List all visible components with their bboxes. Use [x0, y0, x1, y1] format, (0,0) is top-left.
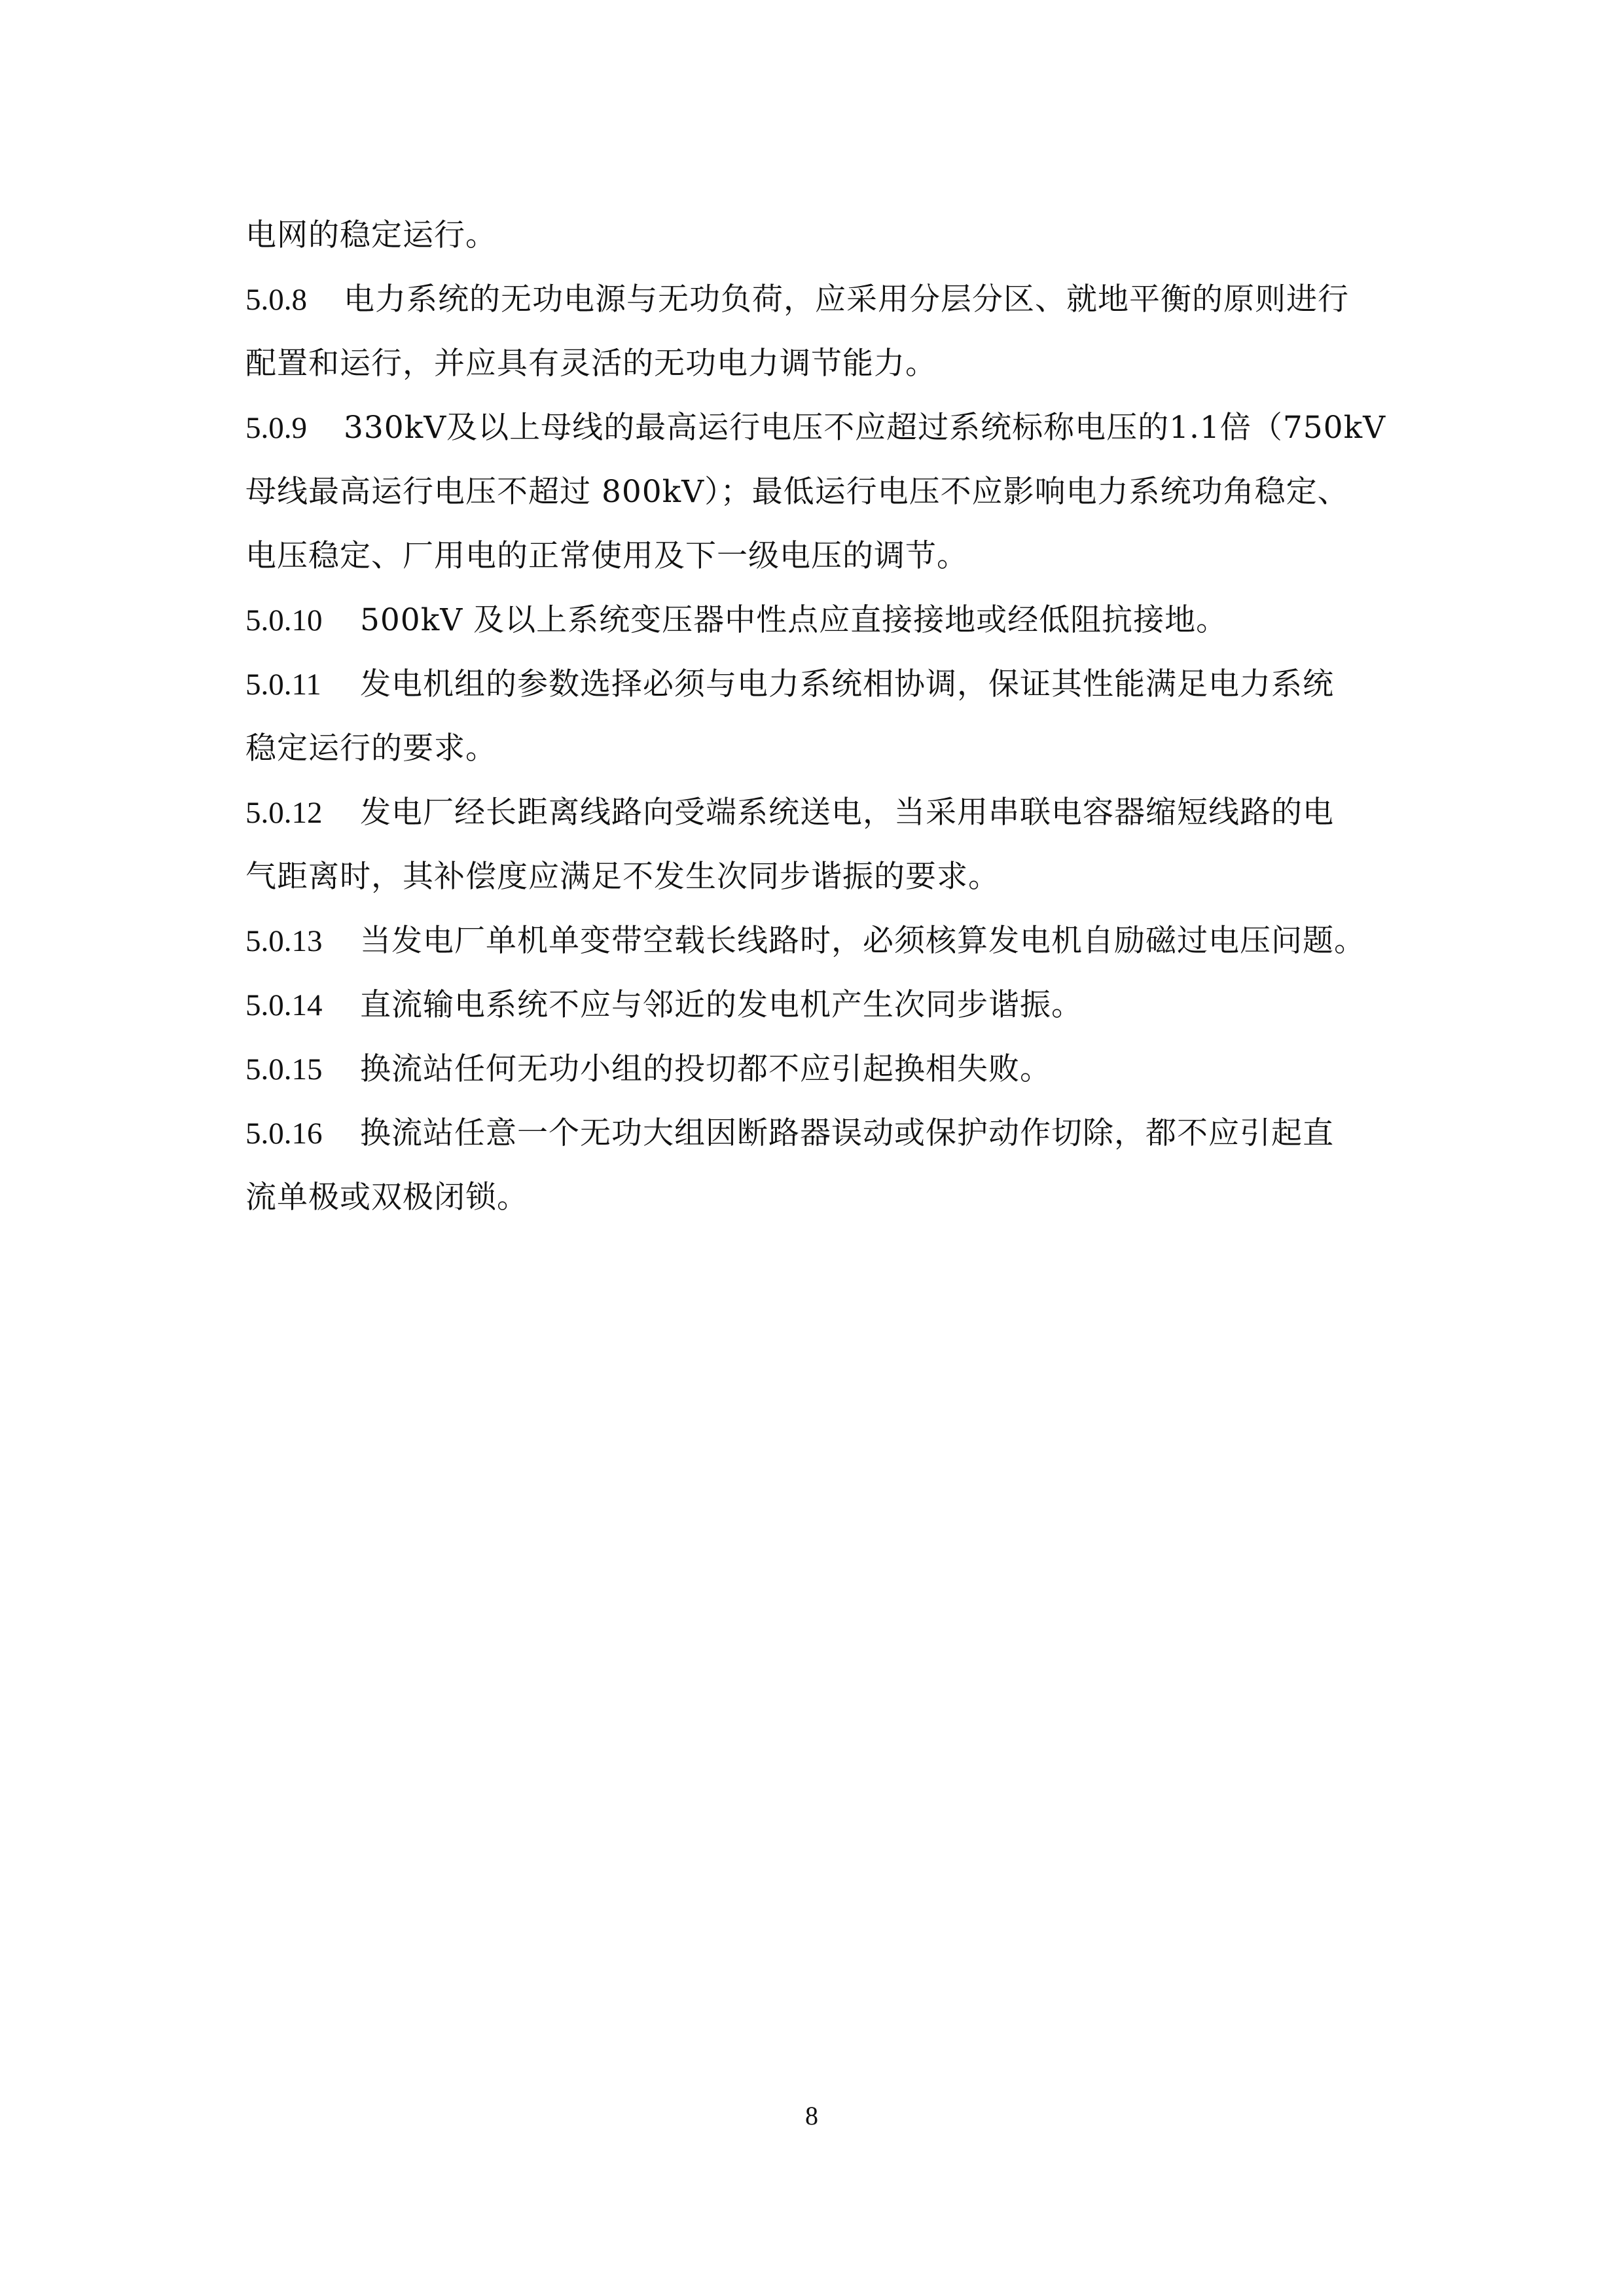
line-text: 配置和运行，并应具有灵活的无功电力调节能力。: [245, 346, 937, 382]
line-text: 电压稳定、厂用电的正常使用及下一级电压的调节。: [245, 538, 968, 574]
line-text: 当发电厂单机单变带空载长线路时，必须核算发电机自励磁过电压问题。: [360, 923, 1365, 959]
line-text: 电力系统的无功电源与无功负荷，应采用分层分区、就地平衡的原则进行: [344, 281, 1349, 317]
text-line: [245, 473, 1349, 512]
line-text: 稳定运行的要求。: [245, 730, 497, 766]
clause-number: 5.0.15: [245, 1052, 323, 1086]
line-text: 换流站任何无功小组的投切都不应引起换相失败。: [360, 1051, 1051, 1087]
line-text: 500kV 及以上系统变压器中性点应直接接地或经低阻抗接地。: [360, 602, 1228, 638]
clause-5-0-14: [245, 986, 1083, 1025]
text-line: [245, 1178, 528, 1217]
line-text: 换流站任意一个无功大组因断路器误动或保护动作切除，都不应引起直: [360, 1115, 1334, 1151]
text-line: [245, 537, 968, 576]
line-text: 电网的稳定运行。: [245, 217, 497, 253]
line-text: 母线最高运行电压不超过 800kV）；最低运行电压不应影响电力系统功角稳定、: [245, 474, 1349, 510]
page-number: 8: [805, 2101, 818, 2130]
clause-number: 5.0.14: [245, 988, 323, 1022]
clause-number: 5.0.8: [245, 283, 307, 317]
text-line: [245, 729, 497, 768]
line-text: 直流输电系统不应与邻近的发电机产生次同步谐振。: [360, 987, 1083, 1023]
clause-number: 5.0.10: [245, 603, 323, 637]
line-text: 发电厂经长距离线路向受端系统送电，当采用串联电容器缩短线路的电: [360, 795, 1334, 831]
clause-5-0-15: [245, 1050, 1051, 1089]
clause-number: 5.0.13: [245, 924, 323, 958]
text-line: [245, 857, 1000, 897]
line-text: 气距离时，其补偿度应满足不发生次同步谐振的要求。: [245, 859, 1000, 895]
clause-number: 5.0.12: [245, 796, 323, 830]
text-line: [245, 216, 497, 255]
clause-5-0-11: [245, 665, 1334, 704]
clause-number: 5.0.9: [245, 411, 307, 445]
clause-number: 5.0.16: [245, 1117, 323, 1151]
clause-5-0-10: [245, 601, 1227, 640]
clause-5-0-12: [245, 793, 1334, 833]
clause-5-0-9: [245, 408, 1386, 448]
clause-5-0-16: [245, 1114, 1334, 1153]
line-text: 流单极或双极闭锁。: [245, 1179, 528, 1215]
clause-number: 5.0.11: [245, 668, 321, 702]
clause-5-0-13: [245, 922, 1365, 961]
line-text: 330kV及以上母线的最高运行电压不应超过系统标称电压的1.1倍（750kV: [344, 410, 1386, 446]
text-line: [245, 344, 937, 384]
line-text: 发电机组的参数选择必须与电力系统相协调，保证其性能满足电力系统: [360, 666, 1334, 702]
clause-5-0-8: [245, 280, 1349, 319]
